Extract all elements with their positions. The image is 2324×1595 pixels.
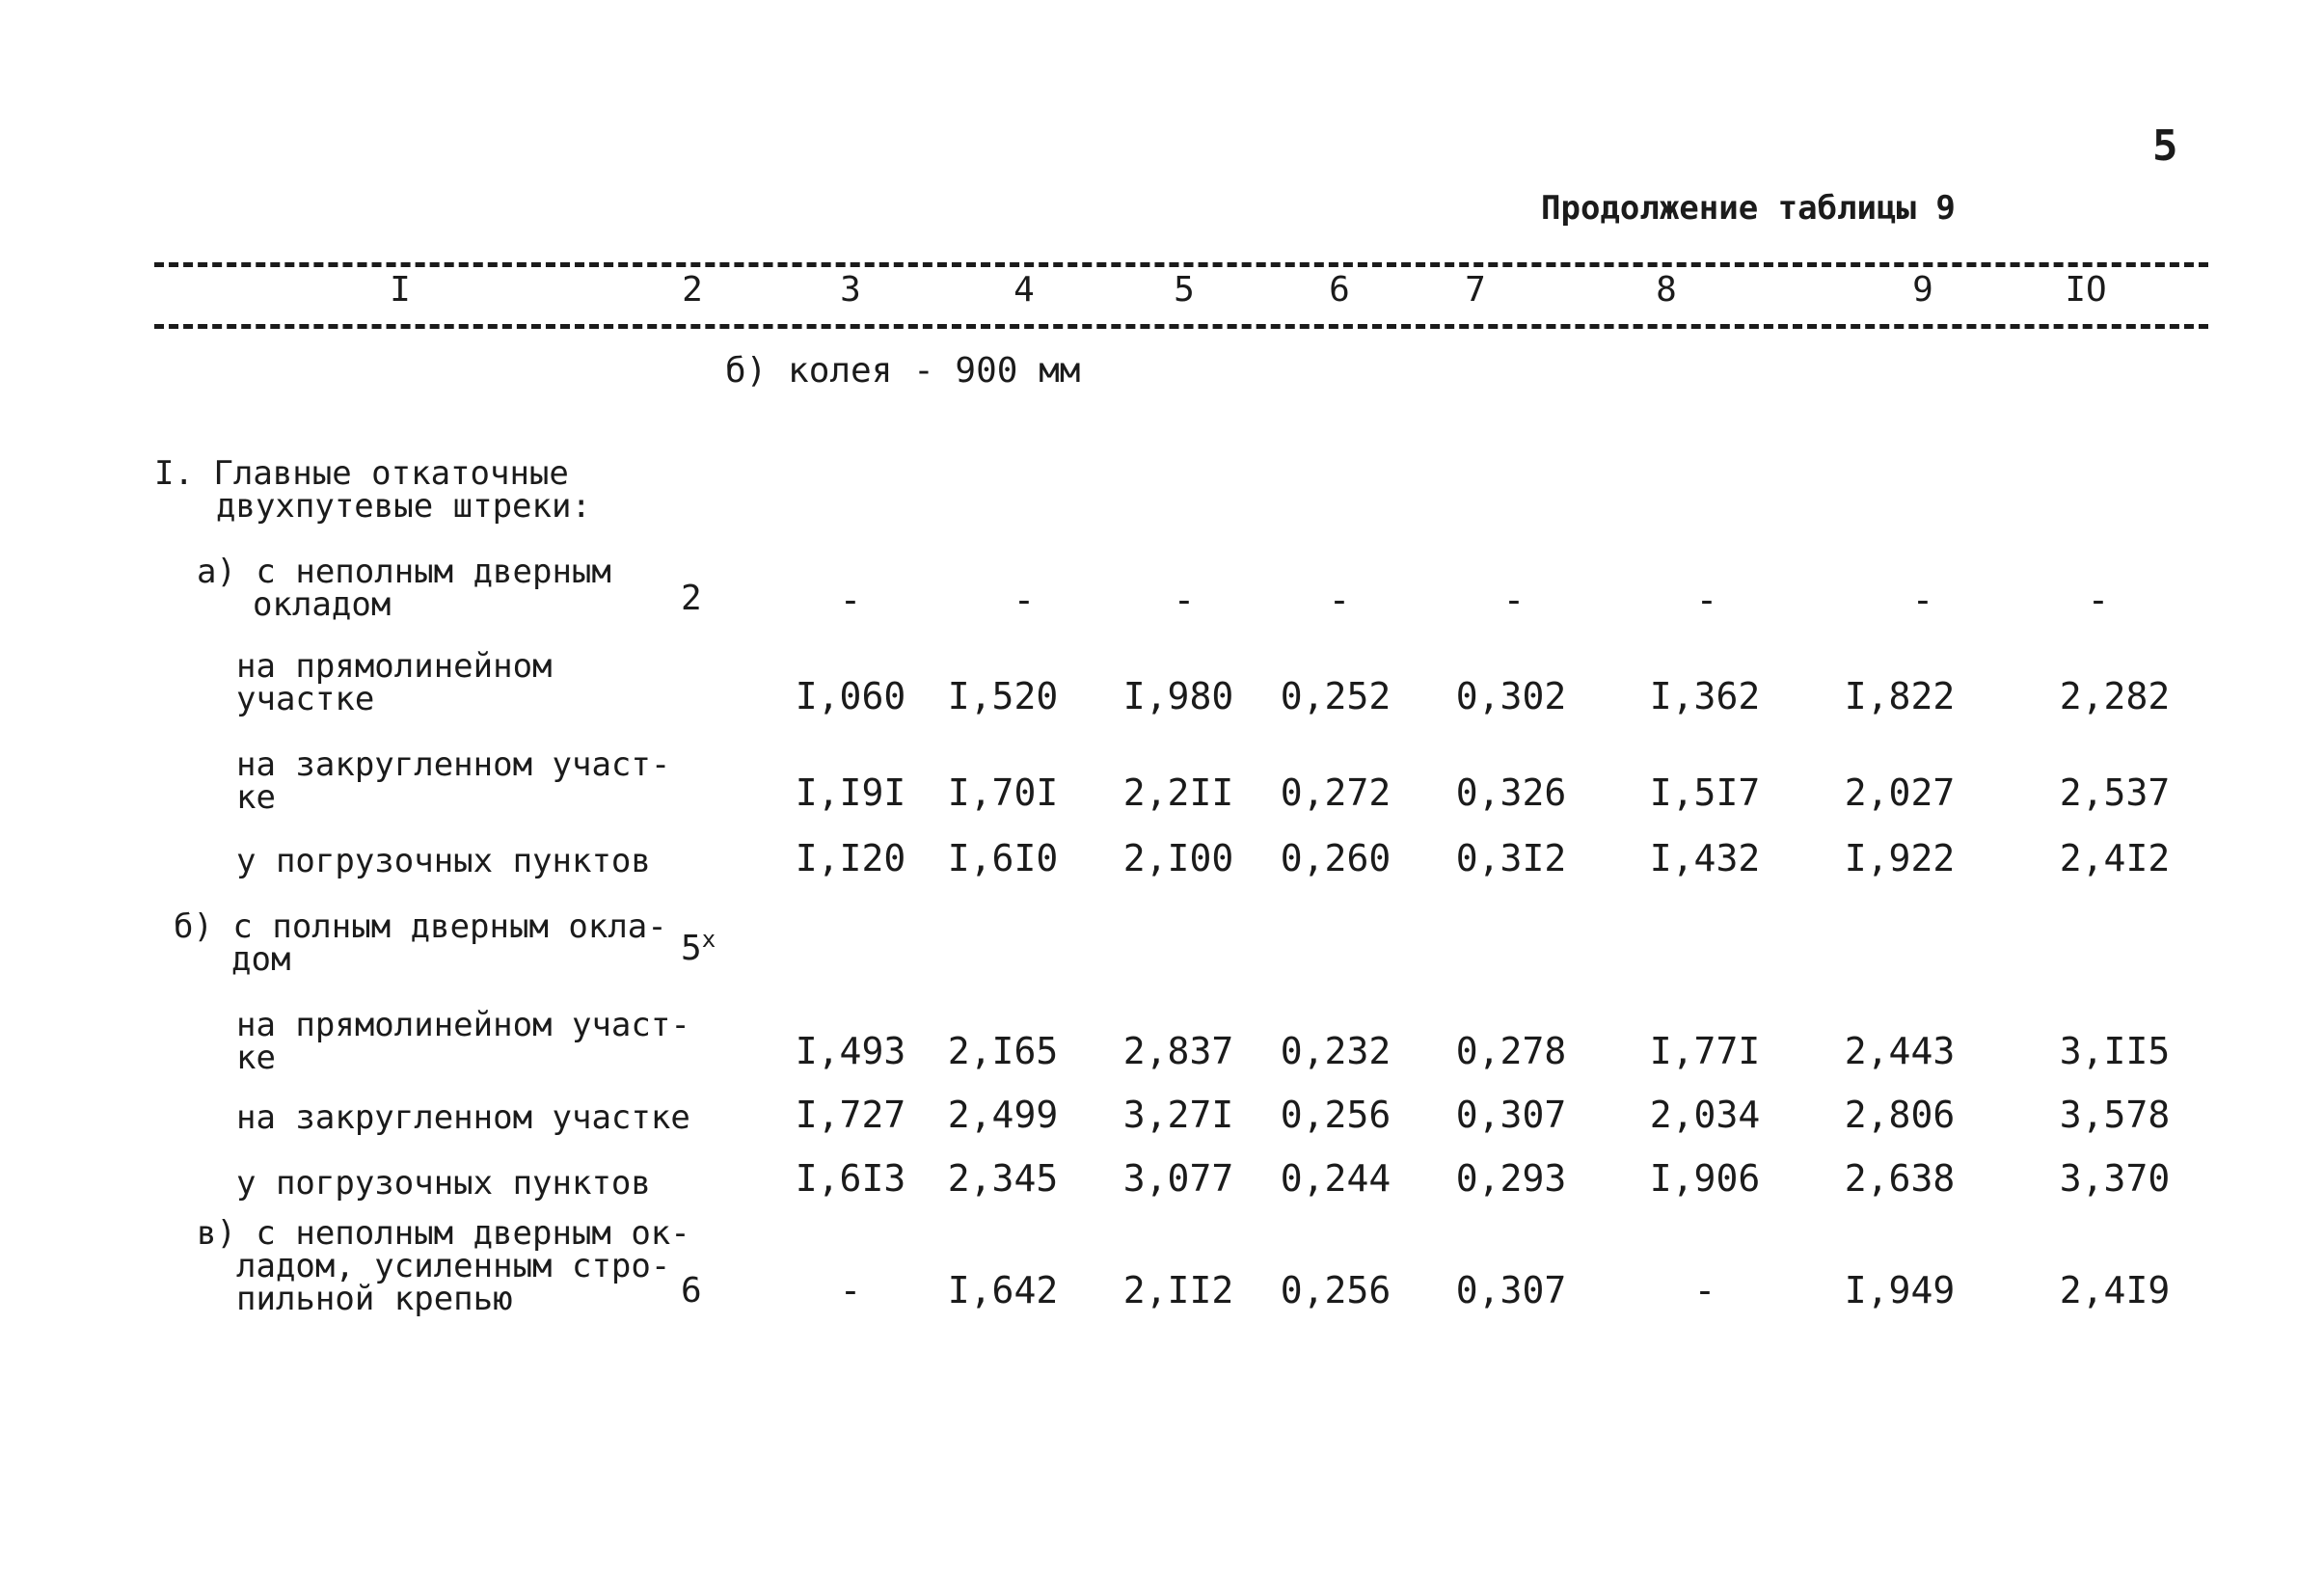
- table-cell: I,822: [1844, 675, 1956, 717]
- table-cell: 3,077: [1122, 1157, 1234, 1200]
- table-cell: I,I20: [795, 837, 906, 879]
- group-label-line2: ладом, усиленным стро-: [236, 1247, 671, 1285]
- group-label: в) с неполным дверным ок-: [197, 1214, 690, 1253]
- column-header-6: 6: [1329, 270, 1350, 310]
- table-cell: I,70I: [947, 771, 1059, 814]
- table-cell: 3,370: [2059, 1157, 2171, 1200]
- table-cell: I,I9I: [795, 771, 906, 814]
- table-cell: -: [839, 579, 862, 621]
- column-header-7: 7: [1465, 270, 1486, 310]
- table-cell: I,6I0: [947, 837, 1059, 879]
- section-title: I. Главные откаточные: [154, 454, 569, 493]
- column-header-5: 5: [1174, 270, 1195, 310]
- column-header-8: 8: [1656, 270, 1677, 310]
- column-header-9: 9: [1912, 270, 1933, 310]
- group-label: а) с неполным дверным: [197, 553, 611, 591]
- row-label: у погрузочных пунктов: [236, 842, 651, 880]
- table-cell: I,980: [1122, 675, 1234, 717]
- table-cell: 0,252: [1280, 675, 1392, 717]
- table-cell: 2,I65: [947, 1030, 1059, 1072]
- column-header-3: 3: [840, 270, 861, 310]
- table-cell: 0,256: [1280, 1269, 1392, 1311]
- table-caption: Продолжение таблицы 9: [1541, 189, 1956, 228]
- table-cell: 0,307: [1455, 1269, 1567, 1311]
- table-cell: 2,I00: [1122, 837, 1234, 879]
- table-cell: -: [1911, 579, 1934, 621]
- row-label: на прямолинейном участ-: [236, 1006, 690, 1044]
- row-label: на закругленном участ-: [236, 745, 671, 784]
- row-label: на закругленном участке: [236, 1098, 690, 1137]
- table-cell: 0,3I2: [1455, 837, 1567, 879]
- row-label-line2: ке: [236, 1039, 276, 1077]
- table-cell: 2,4I9: [2059, 1269, 2171, 1311]
- table-cell: I,6I3: [795, 1157, 906, 1200]
- group-label-line2: дом: [231, 940, 291, 979]
- table-cell: 2,034: [1649, 1094, 1761, 1136]
- group-col2-value: 2: [681, 579, 702, 618]
- table-cell: 2,499: [947, 1094, 1059, 1136]
- group-col2-value: 6: [681, 1271, 702, 1311]
- table-cell: 2,638: [1844, 1157, 1956, 1200]
- row-label-line2: участке: [236, 680, 375, 718]
- table-cell: 2,837: [1122, 1030, 1234, 1072]
- table-cell: 2,443: [1844, 1030, 1956, 1072]
- group-label: б) с полным дверным окла-: [174, 907, 667, 946]
- table-cell: -: [2087, 579, 2110, 621]
- table-cell: I,949: [1844, 1269, 1956, 1311]
- table-cell: -: [1693, 1269, 1716, 1311]
- page-number: 5: [2152, 122, 2178, 171]
- group-label-line3: пильной крепью: [236, 1280, 513, 1318]
- table-cell: I,493: [795, 1030, 906, 1072]
- table-cell: I,922: [1844, 837, 1956, 879]
- table-cell: 2,537: [2059, 771, 2171, 814]
- column-header-2: 2: [682, 270, 703, 310]
- table-subtitle: б) колея - 900 мм: [725, 351, 1081, 391]
- table-cell: 2,345: [947, 1157, 1059, 1200]
- table-cell: I,906: [1649, 1157, 1761, 1200]
- table-cell: 0,256: [1280, 1094, 1392, 1136]
- table-cell: I,727: [795, 1094, 906, 1136]
- header-rule-bottom: [154, 324, 2208, 329]
- header-rule-top: [154, 262, 2208, 267]
- table-cell: 0,326: [1455, 771, 1567, 814]
- group-label-line2: окладом: [253, 585, 392, 624]
- table-cell: -: [839, 1269, 862, 1311]
- row-label: у погрузочных пунктов: [236, 1164, 651, 1203]
- table-cell: 3,II5: [2059, 1030, 2171, 1072]
- table-cell: 0,307: [1455, 1094, 1567, 1136]
- table-cell: I,5I7: [1649, 771, 1761, 814]
- table-cell: -: [1502, 579, 1526, 621]
- table-cell: 0,232: [1280, 1030, 1392, 1072]
- table-cell: 0,293: [1455, 1157, 1567, 1200]
- table-cell: I,520: [947, 675, 1059, 717]
- footnote-mark: x: [701, 926, 716, 953]
- row-label: на прямолинейном: [236, 647, 553, 686]
- table-cell: -: [1173, 579, 1196, 621]
- table-cell: -: [1013, 579, 1036, 621]
- table-cell: 0,278: [1455, 1030, 1567, 1072]
- column-header-10: IO: [2065, 270, 2107, 310]
- table-cell: I,77I: [1649, 1030, 1761, 1072]
- row-label-line2: ке: [236, 778, 276, 817]
- table-cell: 0,244: [1280, 1157, 1392, 1200]
- table-cell: 2,2II: [1122, 771, 1234, 814]
- table-cell: 2,282: [2059, 675, 2171, 717]
- table-cell: 0,272: [1280, 771, 1392, 814]
- table-cell: 2,806: [1844, 1094, 1956, 1136]
- table-cell: 0,302: [1455, 675, 1567, 717]
- table-cell: I,432: [1649, 837, 1761, 879]
- table-cell: 3,578: [2059, 1094, 2171, 1136]
- table-cell: 2,4I2: [2059, 837, 2171, 879]
- table-cell: -: [1328, 579, 1351, 621]
- section-title-line2: двухпутевые штреки:: [216, 487, 591, 526]
- table-cell: I,362: [1649, 675, 1761, 717]
- table-cell: 2,027: [1844, 771, 1956, 814]
- table-cell: I,060: [795, 675, 906, 717]
- group-col2-value: 5$^x$: [681, 926, 716, 968]
- table-cell: 2,II2: [1122, 1269, 1234, 1311]
- table-cell: 0,260: [1280, 837, 1392, 879]
- column-header-1: I: [390, 270, 411, 310]
- table-cell: -: [1695, 579, 1718, 621]
- table-cell: I,642: [947, 1269, 1059, 1311]
- column-header-4: 4: [1013, 270, 1035, 310]
- table-cell: 3,27I: [1122, 1094, 1234, 1136]
